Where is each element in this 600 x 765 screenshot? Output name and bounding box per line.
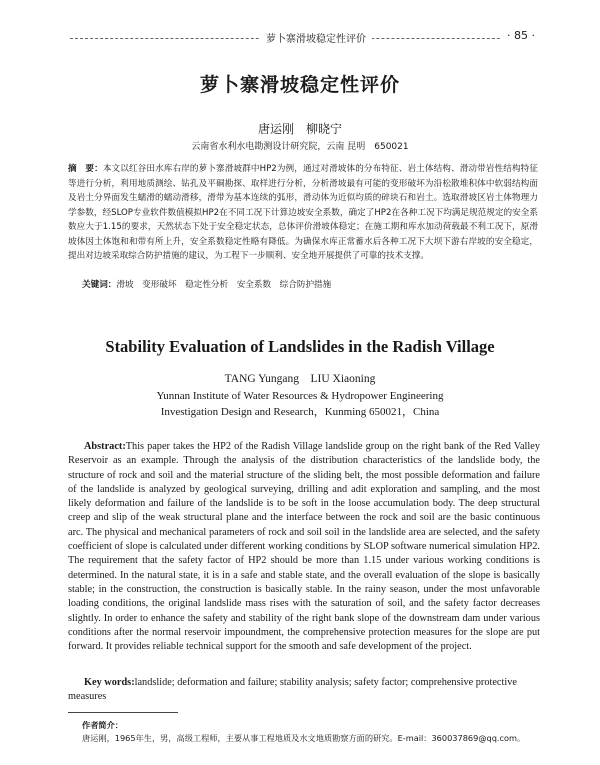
- abstract-english: [68, 440, 540, 654]
- keywords-chinese-text: 滑坡 变形破坏 稳定性分析 安全系数 综合防护措施: [116, 280, 332, 290]
- abstract-chinese-text: 本文以红谷田水库右岸的萝卜寨滑坡群中HP2为例，通过对滑坡体的分布特征、岩土体结构、滑动带岩性结构特征等进行分析，利用地质测绘、钻孔及平硐勘探、取样进行分析，分析滑坡最有可能的变形破坏为沿松散堆积体中软弱结构面及岩土分界面发生蠕滑的蠕动滑移，滑带为基本连续的弧形，滑动体为近似均质的碎块石和岩土。选取滑坡区岩土体物理力学参数，经SLOP专业软件数值模拟HP2在不同工况下计算边坡安全系数，确定了HP2在各种工况下均满足规范规定的安全系数应大于1.15的要求，天然状态下处于安全稳定状态，总体评价滑坡体稳定；在施工期和库水加动荷载最不利工况下，原滑坡体因土体饱和和带有所上升，安全系数稳定性略有降低。为确保水库正常蓄水后各种工况下大坝下游右岸坡的安全稳定，提出对边坡采取综合防护措施的建议，为工程下一步顺利、安全地开展提供了可靠的技术支撑。: [68, 164, 538, 261]
- keywords-chinese: [82, 278, 538, 292]
- footnote-rule: [68, 712, 178, 713]
- affiliation-chinese: 云南省水利水电勘测设计研究院，云南 昆明 650021: [191, 142, 409, 152]
- abstract-chinese: [68, 162, 538, 264]
- author-footnote: [82, 719, 542, 745]
- running-header: [70, 30, 535, 46]
- keywords-chinese-label: 关键词：: [82, 280, 117, 290]
- footnote-label: 作者简介：: [82, 720, 123, 730]
- authors-english: TANG Yungang LIU Xiaoning: [224, 373, 376, 385]
- title-english: Stability Evaluation of Landslides in the Radish Village: [105, 337, 495, 356]
- page-number: · 85 ·: [501, 29, 535, 42]
- abstract-chinese-label: 摘 要：: [68, 164, 103, 174]
- keywords-english-label: Key words:: [84, 677, 135, 688]
- affiliation-english: Yunnan Institute of Water Resources & Hydropower Engineering Investigation Design and Research，Kunming 650021，China: [156, 390, 444, 418]
- abstract-english-text: This paper takes the HP2 of the Radish Village landslide group on the right bank of the Red Valley Reservoir as an example. Through the analysis of the distribution characteristics of the landslide body, the structure of rock and soil and the material structure of the sliding belt, the most possible deformation and failure of the landslide is analyzed by geological surveying, drilling and adit exploration and sampling, and the most likely deformation and failure of the landslide is to be soft in the loose accumulation body. The deep structural creep and slip of the weak structural plane and the interface between the rock and soil are the basic continuous arc. The physical and mechanical parameters of rock and soil soil in the landslide area are selected, and the safety coefficient of slope is calculated under different working conditions by SLOP software numerical simulation HP2. The requirement that the safety factor of HP2 should be more than 1.15 under various working conditions is determined. In the natural state, it is in a safe and stable state, and the overall evaluation of the slope is basically stable; in the construction, the construction is basically stable. In the rainy season, under the most unfavorable loading conditions, the original landslide mass rises with the saturation of soil, and the safety factor decreases slightly. In order to enhance the safety and stability of the right bank slope of the downstream dam under various conditions after the normal reservoir impoundment, the comprehensive protection measures for the slope are put forward. It provides reliable technical support for the smooth and safe development of the project.: [68, 441, 540, 653]
- footnote-text: 唐运刚，1965年生，男，高级工程师，主要从事工程地质及水文地质勘察方面的研究。E-mail：360037869@qq.com。: [82, 733, 526, 743]
- keywords-english: [68, 676, 540, 705]
- authors-chinese: 唐运刚 柳晓宁: [257, 122, 342, 136]
- abstract-english-label: Abstract:: [84, 441, 126, 452]
- keywords-english-text: landslide; deformation and failure; stability analysis; safety factor; comprehensive protective measures: [68, 677, 517, 703]
- title-chinese: 萝卜寨滑坡稳定性评价: [199, 74, 400, 96]
- running-title: 萝卜寨滑坡稳定性评价: [260, 30, 372, 45]
